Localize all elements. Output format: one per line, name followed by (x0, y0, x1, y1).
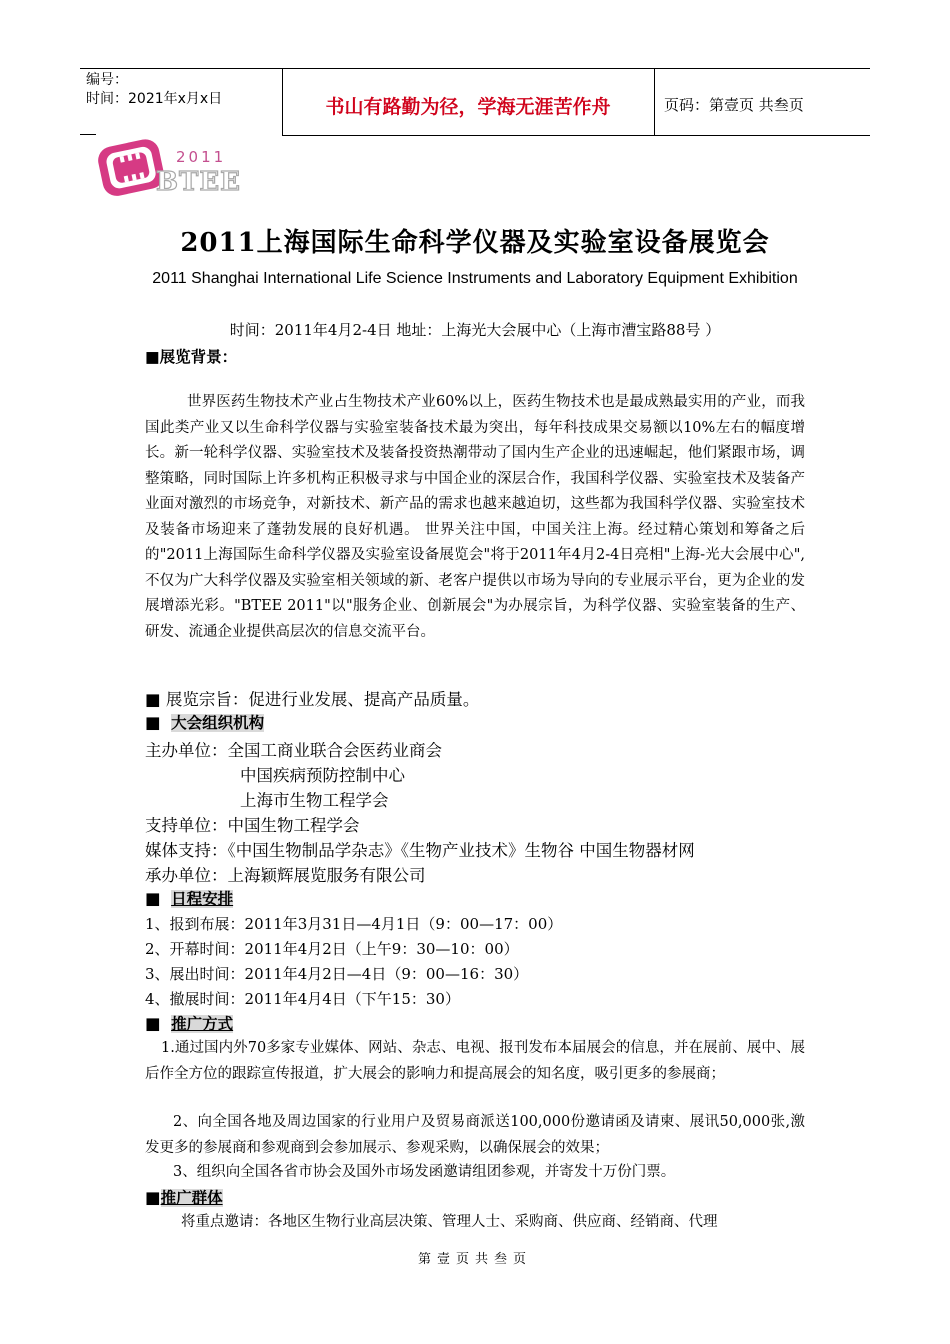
schedule-heading-row (145, 887, 233, 909)
event-meta: 时间：2011年4月2-4日 地址：上海光大会展中心（上海市漕宝路88号 ） (229, 321, 721, 339)
schedule-item: 1、报到布展：2011年3月31日—4月1日（9：00—17：00） (145, 915, 563, 933)
host-item: 中国疾病预防控制中心 (240, 766, 405, 785)
promotion-item: 3、组织向全国各省市协会及国外市场发函邀请组团参观，并寄发十万份门票。 (173, 1164, 676, 1180)
square-bullet: ■ (145, 1014, 172, 1033)
audience-heading: 推广群体 (160, 1189, 223, 1207)
schedule-item: 4、撤展时间：2011年4月4日（下午15：30） (145, 990, 460, 1008)
header-top-rule (80, 68, 870, 69)
schedule-heading: 日程安排 (171, 890, 234, 908)
media-line: 媒体支持：《中国生物制品学杂志》《生物产业技术》生物谷 中国生物器材网 (145, 841, 695, 860)
logo-year: 2011 (176, 148, 227, 166)
square-bullet: ■ (145, 713, 172, 732)
organizer-line: 承办单位：上海颖辉展览服务有限公司 (145, 866, 426, 885)
logo-name: BTEE (156, 167, 241, 197)
square-bullet: ■ (145, 889, 172, 908)
promotion-heading: 推广方式 (171, 1015, 234, 1033)
date-label: 时间：2021年x月x日 (86, 91, 223, 107)
header-info (86, 71, 222, 109)
audience-heading-row (145, 1186, 223, 1208)
btee-logo (94, 132, 274, 202)
host-item: 上海市生物工程学会 (240, 791, 389, 810)
header-page-number: 页码：第壹页 共叁页 (664, 96, 804, 114)
purpose-line: ■ 展览宗旨：促进行业发展、提高产品质量。 (145, 690, 480, 709)
schedule-item: 3、展出时间：2011年4月2日—4日（9：00—16：30） (145, 965, 529, 983)
english-title: 2011 Shanghai International Life Science Instruments and Laboratory Equipment Exhibition (152, 270, 798, 287)
host-row (145, 737, 442, 761)
square-bullet: ■ (145, 1188, 161, 1207)
header-bottom-rule (282, 135, 870, 136)
background-heading: ■展览背景： (145, 348, 238, 366)
promotion-heading-row (145, 1012, 233, 1034)
organization-heading: 大会组织机构 (171, 714, 265, 732)
host-label: 主办单位： (145, 741, 228, 760)
organization-heading-row (145, 711, 264, 733)
audience-text: 将重点邀请：各地区生物行业高层决策、管理人士、采购商、供应商、经销商、代理 (181, 1214, 718, 1230)
support-line: 支持单位：中国生物工程学会 (145, 816, 360, 835)
promotion-item: 1.通过国内外70多家专业媒体、网站、杂志、电视、报刊发布本届展会的信息，并在展前、展中、展后作全方位的跟踪宣传报道，扩大展会的影响力和提高展会的知名度，吸引更多的参展商； (145, 1040, 806, 1082)
schedule-item: 2、开幕时间：2011年4月2日（上午9：30—10：00） (145, 940, 519, 958)
page-title: 2011上海国际生命科学仪器及实验室设备展览会 (180, 228, 770, 258)
header-divider (282, 68, 283, 136)
promotion-item: 2、向全国各地及周边国家的行业用户及贸易商派送100,000份邀请函及请柬、展讯50,000张,激发更多的参展商和参观商到会参加展示、参观采购，以确保展会的效果； (145, 1114, 805, 1156)
serial-label: 编号： (86, 72, 128, 88)
host-item: 全国工商业联合会医药业商会 (227, 741, 442, 760)
header-motto: 书山有路勤为径，学海无涯苦作舟 (325, 96, 611, 118)
background-text: 世界医药生物技术产业占生物技术产业60%以上，医药生物技术也是最成熟最实用的产业，而我国此类产业又以生命科学仪器与实验室装备技术最为突出，每年科技成果交易额以10%左右的幅度增长。新一轮科学仪器、实验室技术及装备投资热潮带动了国内生产企业的迅速崛起，他们紧跟市场，调整策略，同时国际上许多机构正积极寻求与中国企业的深层合作，我国科学仪器、实验室技术及装备产业面对激烈的市场竞争，对新技术、新产品的需求也越来越迫切，这些都为我国科学仪器、实验室技术及装备市场迎来了蓬勃发展的良好机遇。 世界关注中国，中国关注上海。经过精心策划和筹备之后的"2011上海国际生命科学仪器及实验室设备展览会"将于2011年4月2-4日亮相"上海-光大会展中心",不仅为广大科学仪器及实验室相关领域的新、老客户提供以市场为导向的专业展示平台，更为企业的发展增添光彩。"BTEE 2011"以"服务企业、创新展会"为办展宗旨，为科学仪器、实验室装备的生产、研发、流通企业提供高层次的信息交流平台。 (145, 394, 805, 640)
header-divider (654, 68, 655, 136)
page-footer: 第壹页共叁页 (417, 1252, 532, 1267)
